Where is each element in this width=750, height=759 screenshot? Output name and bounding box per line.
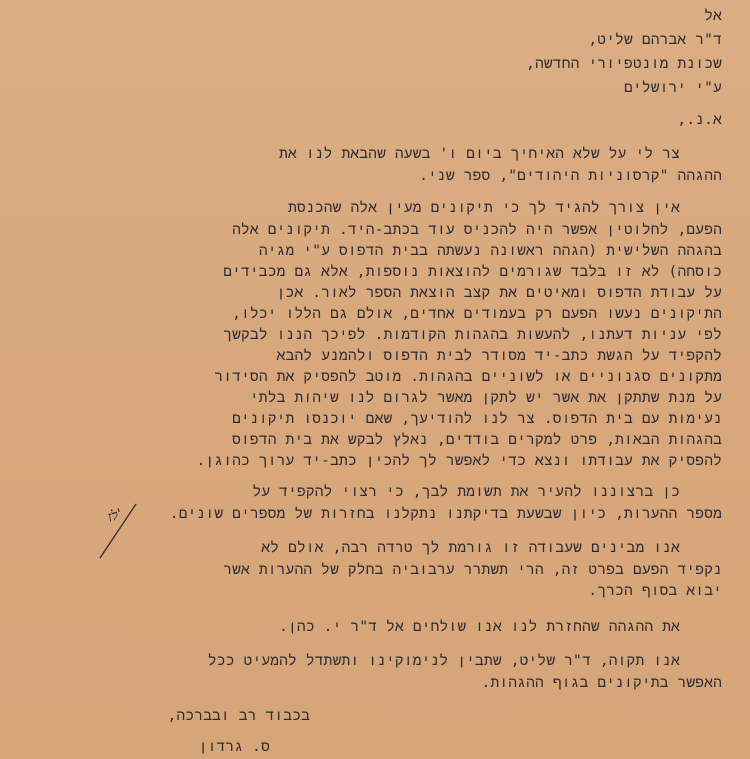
p4-line-2: נקפיד הפעם בפרט זה, הרי תשתרר ערבוביה בחלק של ההערות אשר [223,562,722,578]
p2-line-6: התיקונים נעשו הפעם רק בעמודים אחדים, אולם גם הללו יכלו, [232,306,722,322]
address-line-2: ד"ר אברהם שליט, [588,32,722,48]
salutation: א.נ., [677,112,722,128]
address-line-3: שכונת מונטפיורי החדשה, [526,56,722,72]
p4-line-3: יבוא בסוף הכרך. [588,583,722,599]
p2-line-10: על מנת שתתקן את אשר יש לתקן מאשר לגרום לנו שיהות בלתי [249,390,722,406]
p2-line-2: הפעם, לחלוטין אפשר היה להכניס עוד בכתב-היד. תיקונים אלה [232,222,722,238]
handwritten-note: לז' [105,506,125,526]
p2-line-13: להפסיק את עבודתו ונצא כדי לאפשר לך להכין כתב-יד ערוך כהוגן. [196,453,722,469]
p6-line-1: אנו תקוה, ד"ר שליט, שתבין לנימוקינו ותשתדל להמעיט ככל [207,653,680,669]
p6-line-2: האפשר בתיקונים בגוף ההגהות. [481,675,722,691]
p2-line-7: לפי עניות דעתנו, להעשות בהגהות הקודמות. לפיכך הננו לבקשך [223,327,722,343]
p1-line-2: ההגהה "קרסוניות היהודים", ספר שני. [419,168,722,184]
p2-line-11: נעימות עם בית הדפוס. צר לנו להודיעך, שאם יוכנסו תיקונים [232,411,722,427]
p2-line-12: בהגהות הבאות, פרט למקרים בודדים, נאלץ לבקש את בית הדפוס [232,432,722,448]
closing: בכבוד רב ובברכה, [167,708,310,724]
p3-line-2: מספר ההערות, כיון שבשעת בדיקתנו נתקלנו בחזרות של מספרים שונים. [169,506,722,522]
p3-line-1: כן ברצוננו להעיר את תשומת לבך, כי רצוי להקפיד על [252,484,680,500]
p4-line-1: אנו מבינים שעבודה זו גורמת לך טרדה רבה, אולם לא [261,540,680,556]
pen-stroke-mark [96,500,146,560]
p5-line-1: את ההגהה שהחזרת לנו אנו שולחים אל ד"ר י. כהן. [279,619,680,635]
p1-line-1: צר לי על שלא האיחיך ביום ו' בשעה שהבאת לנו את [279,146,680,162]
p2-line-4: כוסחה) לא זו בלבד שגורמים להוצאות נוספות, אלא גם מכבידים [223,264,722,280]
p2-line-5: על עבודת הדפוס ומאיטים את קצב הוצאת הספר לאור. אכן [276,285,722,301]
p2-line-1: אין צורך להגיד לך כי תיקונים מעין אלה שהכנסת [288,200,680,216]
p2-line-3: בהגהה השלישית (הגהה ראשונה נעשתה בבית הדפוס ע"י מגיה [258,243,722,259]
signature: ס. גרדון [198,739,270,755]
p2-line-9: מתקונים סגנוניים או לשוניים בהגהות. מוטב להפסיק את הסידור [214,369,722,385]
p2-line-8: להקפיד על הגשת כתב-יד מסודר לבית הדפוס ולהמנע להבא [276,348,722,364]
address-line-1: אל [704,8,722,24]
address-line-4: ע"י ירושלים [624,80,722,96]
